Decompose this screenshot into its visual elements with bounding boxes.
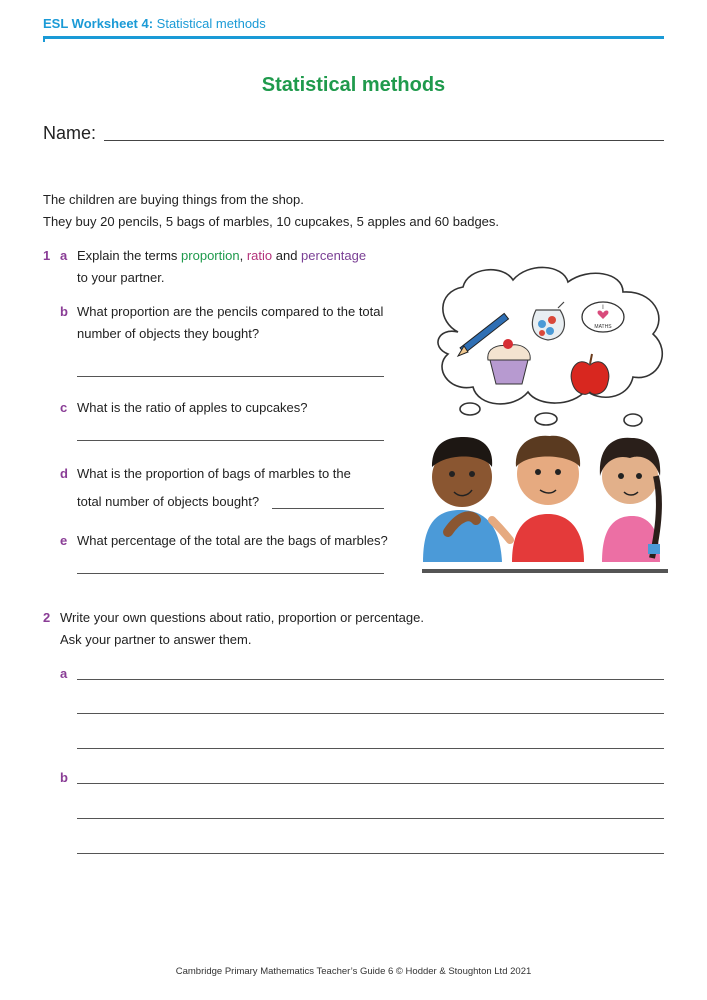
question-1b-letter: b: [60, 304, 68, 319]
question-1b-line2: number of objects they bought?: [77, 326, 260, 341]
term-ratio: ratio: [246, 248, 273, 263]
question-1a-text: [77, 248, 366, 263]
question-2b-letter: b: [60, 770, 68, 785]
question-2-number: 2: [43, 610, 51, 625]
question-1a-sep2: and: [272, 248, 302, 263]
answer-line-1d[interactable]: [272, 508, 384, 509]
answer-line-2a-1[interactable]: [77, 679, 664, 680]
question-1d-line2: total number of objects bought?: [77, 494, 260, 509]
children-thinking-illustration: [418, 262, 678, 580]
question-1c-text: What is the ratio of apples to cupcakes?: [77, 400, 308, 415]
question-1a-sep1: ,: [239, 248, 247, 263]
answer-line-2b-1[interactable]: [77, 783, 664, 784]
illustration-floor: [422, 569, 668, 573]
intro-line-2: They buy 20 pencils, 5 bags of marbles, 10 cupcakes, 5 apples and 60 badges.: [43, 214, 500, 229]
girl-right: [600, 438, 660, 562]
boy-middle: [492, 436, 584, 562]
question-1-number: 1: [43, 248, 51, 263]
answer-line-2b-2[interactable]: [77, 818, 664, 819]
question-1a-line2: to your partner.: [77, 270, 165, 285]
answer-line-2b-3[interactable]: [77, 853, 664, 854]
badge-text-i: I: [602, 305, 604, 311]
header-label-bold: ESL Worksheet 4:: [43, 16, 154, 31]
term-proportion: proportion: [181, 248, 240, 263]
answer-line-1c[interactable]: [77, 440, 384, 441]
answer-line-1b[interactable]: [77, 376, 384, 377]
answer-line-2a-2[interactable]: [77, 713, 664, 714]
header-rule: [43, 36, 664, 39]
question-1e-text: What percentage of the total are the bags of marbles?: [77, 533, 388, 548]
question-1a-letter: a: [60, 248, 68, 263]
worksheet-header: [43, 16, 266, 31]
question-1d-line1: What is the proportion of bags of marbles to the: [77, 466, 351, 481]
page-title: Statistical methods: [261, 74, 446, 96]
maths-badge-icon: [582, 302, 624, 332]
badge-text-maths: MATHS: [594, 324, 612, 330]
question-1a-pre: Explain the terms: [77, 248, 182, 263]
question-1d-letter: d: [60, 466, 68, 481]
question-2-line2: Ask your partner to answer them.: [60, 632, 252, 647]
header-rule-tick: [43, 39, 45, 42]
header-label-rest: Statistical methods: [153, 16, 266, 31]
question-1e-letter: e: [60, 533, 68, 548]
intro-line-1: The children are buying things from the shop.: [43, 192, 304, 207]
answer-line-1e[interactable]: [77, 573, 384, 574]
page-footer: Cambridge Primary Mathematics Teacher’s Guide 6 © Hodder & Stoughton Ltd 2021: [175, 966, 532, 977]
name-field-line[interactable]: [104, 140, 664, 141]
question-2a-letter: a: [60, 666, 68, 681]
answer-line-2a-3[interactable]: [77, 748, 664, 749]
question-2-line1: Write your own questions about ratio, proportion or percentage.: [60, 610, 424, 625]
boy-left: [423, 437, 502, 562]
question-1b-line1: What proportion are the pencils compared to the total: [77, 304, 384, 319]
term-percentage: percentage: [301, 248, 367, 263]
name-label: Name:: [43, 123, 97, 143]
question-1c-letter: c: [60, 400, 68, 415]
